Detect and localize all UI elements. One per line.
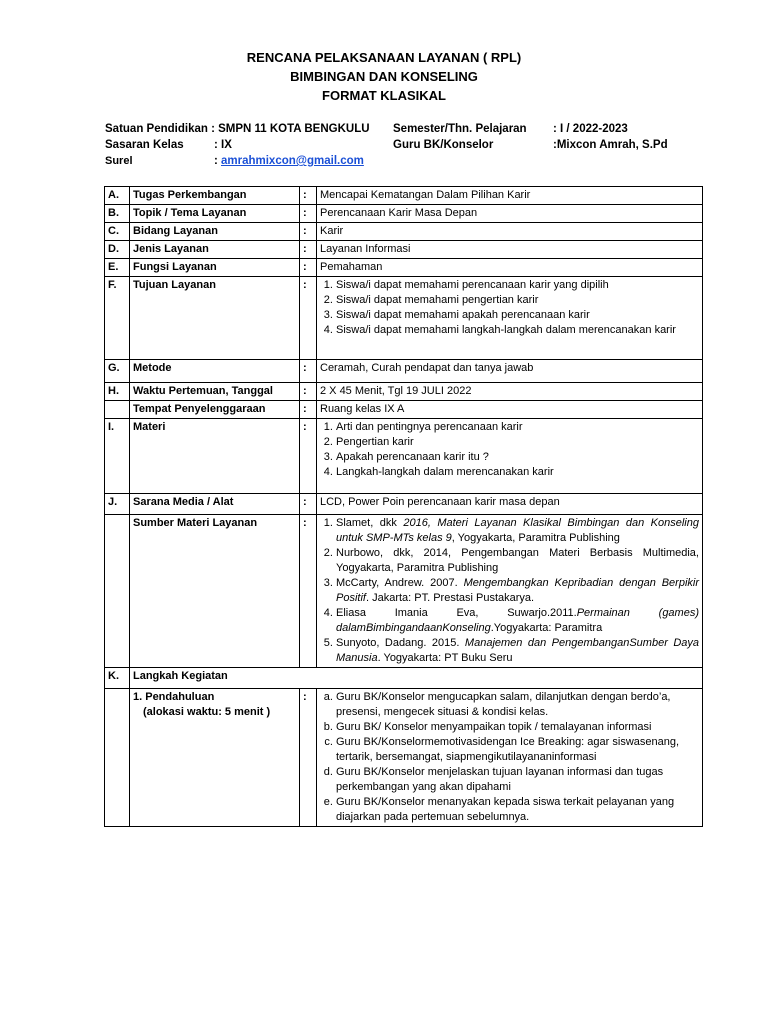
- row-g: [105, 360, 703, 383]
- row-code: D.: [105, 241, 130, 259]
- row-code: B.: [105, 205, 130, 223]
- surel-colon: :: [214, 155, 218, 167]
- row-value: [317, 277, 703, 360]
- row-i: [105, 419, 703, 494]
- title-line-2: BIMBINGAN DAN KONSELING: [290, 69, 478, 84]
- list-item: e. Guru BK/Konselor menanyakan kepada siswa terkait pelayanan yang diajarkan pada pertemuan sebelumnya.: [336, 795, 699, 825]
- row-k: [105, 668, 703, 689]
- row-label: Tugas Perkembangan: [130, 187, 300, 205]
- list-item: d. Guru BK/Konselor menjelaskan tujuan layanan informasi dan tugas perkembangan yang akan dipahami: [336, 765, 699, 795]
- row-value: Karir: [317, 223, 703, 241]
- row-value: Ceramah, Curah pendapat dan tanya jawab: [317, 360, 703, 383]
- row-colon: :: [300, 494, 317, 515]
- row-value: 2 X 45 Menit, Tgl 19 JULI 2022: [317, 383, 703, 401]
- title-line-3: FORMAT KLASIKAL: [322, 88, 446, 103]
- row-a: [105, 187, 703, 205]
- row-colon: :: [300, 515, 317, 668]
- row-label: [130, 689, 300, 827]
- source-item: 3. McCarty, Andrew. 2007. Mengembangkan Kepribadian dengan Berpikir Positif. Jakarta: PT. Prestasi Pustakarya.: [336, 576, 699, 606]
- row-k1: [105, 689, 703, 827]
- row-colon: :: [300, 383, 317, 401]
- row-colon: :: [300, 277, 317, 360]
- row-colon: :: [300, 241, 317, 259]
- row-b: [105, 205, 703, 223]
- row-label: Tempat Penyelenggaraan: [130, 401, 300, 419]
- row-value: Ruang kelas IX A: [317, 401, 703, 419]
- row-label: Topik / Tema Layanan: [130, 205, 300, 223]
- row-colon: :: [300, 689, 317, 827]
- row-colon: :: [300, 419, 317, 494]
- row-code: J.: [105, 494, 130, 515]
- guru-value: :Mixcon Amrah, S.Pd: [553, 139, 668, 151]
- semester-label: Semester/Thn. Pelajaran: [393, 123, 527, 135]
- row-code: A.: [105, 187, 130, 205]
- source-item: 1. Slamet, dkk 2016, Materi Layanan Klasikal Bimbingan dan Konseling untuk SMP-MTs kelas 9, Yogyakarta, Paramitra Publishing: [336, 516, 699, 546]
- row-code: [105, 515, 130, 668]
- row-label: Materi: [130, 419, 300, 494]
- row-code: F.: [105, 277, 130, 360]
- row-code: I.: [105, 419, 130, 494]
- row-code: K.: [105, 668, 130, 689]
- row-value: Layanan Informasi: [317, 241, 703, 259]
- row-value: [317, 515, 703, 668]
- row-code: G.: [105, 360, 130, 383]
- row-value: LCD, Power Poin perencanaan karir masa depan: [317, 494, 703, 515]
- row-label: Sumber Materi Layanan: [130, 515, 300, 668]
- row-code: C.: [105, 223, 130, 241]
- satuan-pendidikan: Satuan Pendidikan : SMPN 11 KOTA BENGKULU: [105, 123, 370, 135]
- row-label: Langkah Kegiatan: [130, 668, 703, 689]
- list-item: 1. Siswa/i dapat memahami perencanaan karir yang dipilih: [336, 278, 699, 293]
- row-j2: [105, 515, 703, 668]
- row-label: Tujuan Layanan: [130, 277, 300, 360]
- k1-label-line1: 1. Pendahuluan: [133, 691, 215, 703]
- row-colon: :: [300, 205, 317, 223]
- rpl-table: [104, 186, 703, 827]
- semester-value: : I / 2022-2023: [553, 123, 628, 135]
- list-item: 3. Apakah perencanaan karir itu ?: [336, 450, 699, 465]
- row-label: Bidang Layanan: [130, 223, 300, 241]
- row-e: [105, 259, 703, 277]
- row-d: [105, 241, 703, 259]
- sasaran-value: : IX: [214, 139, 232, 151]
- row-value: Mencapai Kematangan Dalam Pilihan Karir: [317, 187, 703, 205]
- list-item: b. Guru BK/ Konselor menyampaikan topik / temalayanan informasi: [336, 720, 699, 735]
- row-colon: :: [300, 259, 317, 277]
- row-code: H.: [105, 383, 130, 401]
- row-value: [317, 689, 703, 827]
- row-code: E.: [105, 259, 130, 277]
- sasaran-label: Sasaran Kelas: [105, 139, 184, 151]
- row-c: [105, 223, 703, 241]
- row-h2: [105, 401, 703, 419]
- list-item: 2. Pengertian karir: [336, 435, 699, 450]
- row-value: [317, 419, 703, 494]
- source-item: 5. Sunyoto, Dadang. 2015. Manajemen dan PengembanganSumber Daya Manusia. Yogyakarta: PT Buku Seru: [336, 636, 699, 666]
- list-item: 4. Siswa/i dapat memahami langkah-langkah dalam merencanakan karir: [336, 323, 699, 338]
- title-line-1: RENCANA PELAKSANAAN LAYANAN ( RPL): [246, 50, 522, 65]
- row-label: Waktu Pertemuan, Tanggal: [130, 383, 300, 401]
- row-h: [105, 383, 703, 401]
- row-colon: :: [300, 187, 317, 205]
- row-code: [105, 689, 130, 827]
- source-item: 4. Eliasa Imania Eva, Suwarjo.2011.Permainan (games) dalamBimbingandaanKonseling.Yogyakarta: Paramitra: [336, 606, 699, 636]
- list-item: c. Guru BK/Konselormemotivasidengan Ice Breaking: agar siswasenang, tertarik, bersemangat, siapmengikutilayananinformasi: [336, 735, 699, 765]
- list-item: 3. Siswa/i dapat memahami apakah perencanaan karir: [336, 308, 699, 323]
- surel-label: Surel: [105, 155, 133, 167]
- row-label: Metode: [130, 360, 300, 383]
- row-value: Pemahaman: [317, 259, 703, 277]
- row-label: Fungsi Layanan: [130, 259, 300, 277]
- list-item: a. Guru BK/Konselor mengucapkan salam, dilanjutkan dengan berdo’a, presensi, mengecek situasi & kondisi kelas.: [336, 690, 699, 720]
- row-colon: :: [300, 223, 317, 241]
- row-f: [105, 277, 703, 360]
- email-link[interactable]: amrahmixcon@gmail.com: [221, 155, 364, 167]
- k1-label-line2: (alokasi waktu: 5 menit ): [143, 706, 271, 718]
- page-title: [0, 48, 768, 105]
- list-item: 2. Siswa/i dapat memahami pengertian karir: [336, 293, 699, 308]
- list-item: 1. Arti dan pentingnya perencanaan karir: [336, 420, 699, 435]
- row-value: Perencanaan Karir Masa Depan: [317, 205, 703, 223]
- row-colon: :: [300, 401, 317, 419]
- row-code: [105, 401, 130, 419]
- source-item: 2. Nurbowo, dkk, 2014, Pengembangan Materi Berbasis Multimedia, Yogyakarta, Paramitra Publishing: [336, 546, 699, 576]
- row-label: Jenis Layanan: [130, 241, 300, 259]
- list-item: 4. Langkah-langkah dalam merencanakan karir: [336, 465, 699, 480]
- guru-label: Guru BK/Konselor: [393, 139, 494, 151]
- row-colon: :: [300, 360, 317, 383]
- row-label: Sarana Media / Alat: [130, 494, 300, 515]
- row-j: [105, 494, 703, 515]
